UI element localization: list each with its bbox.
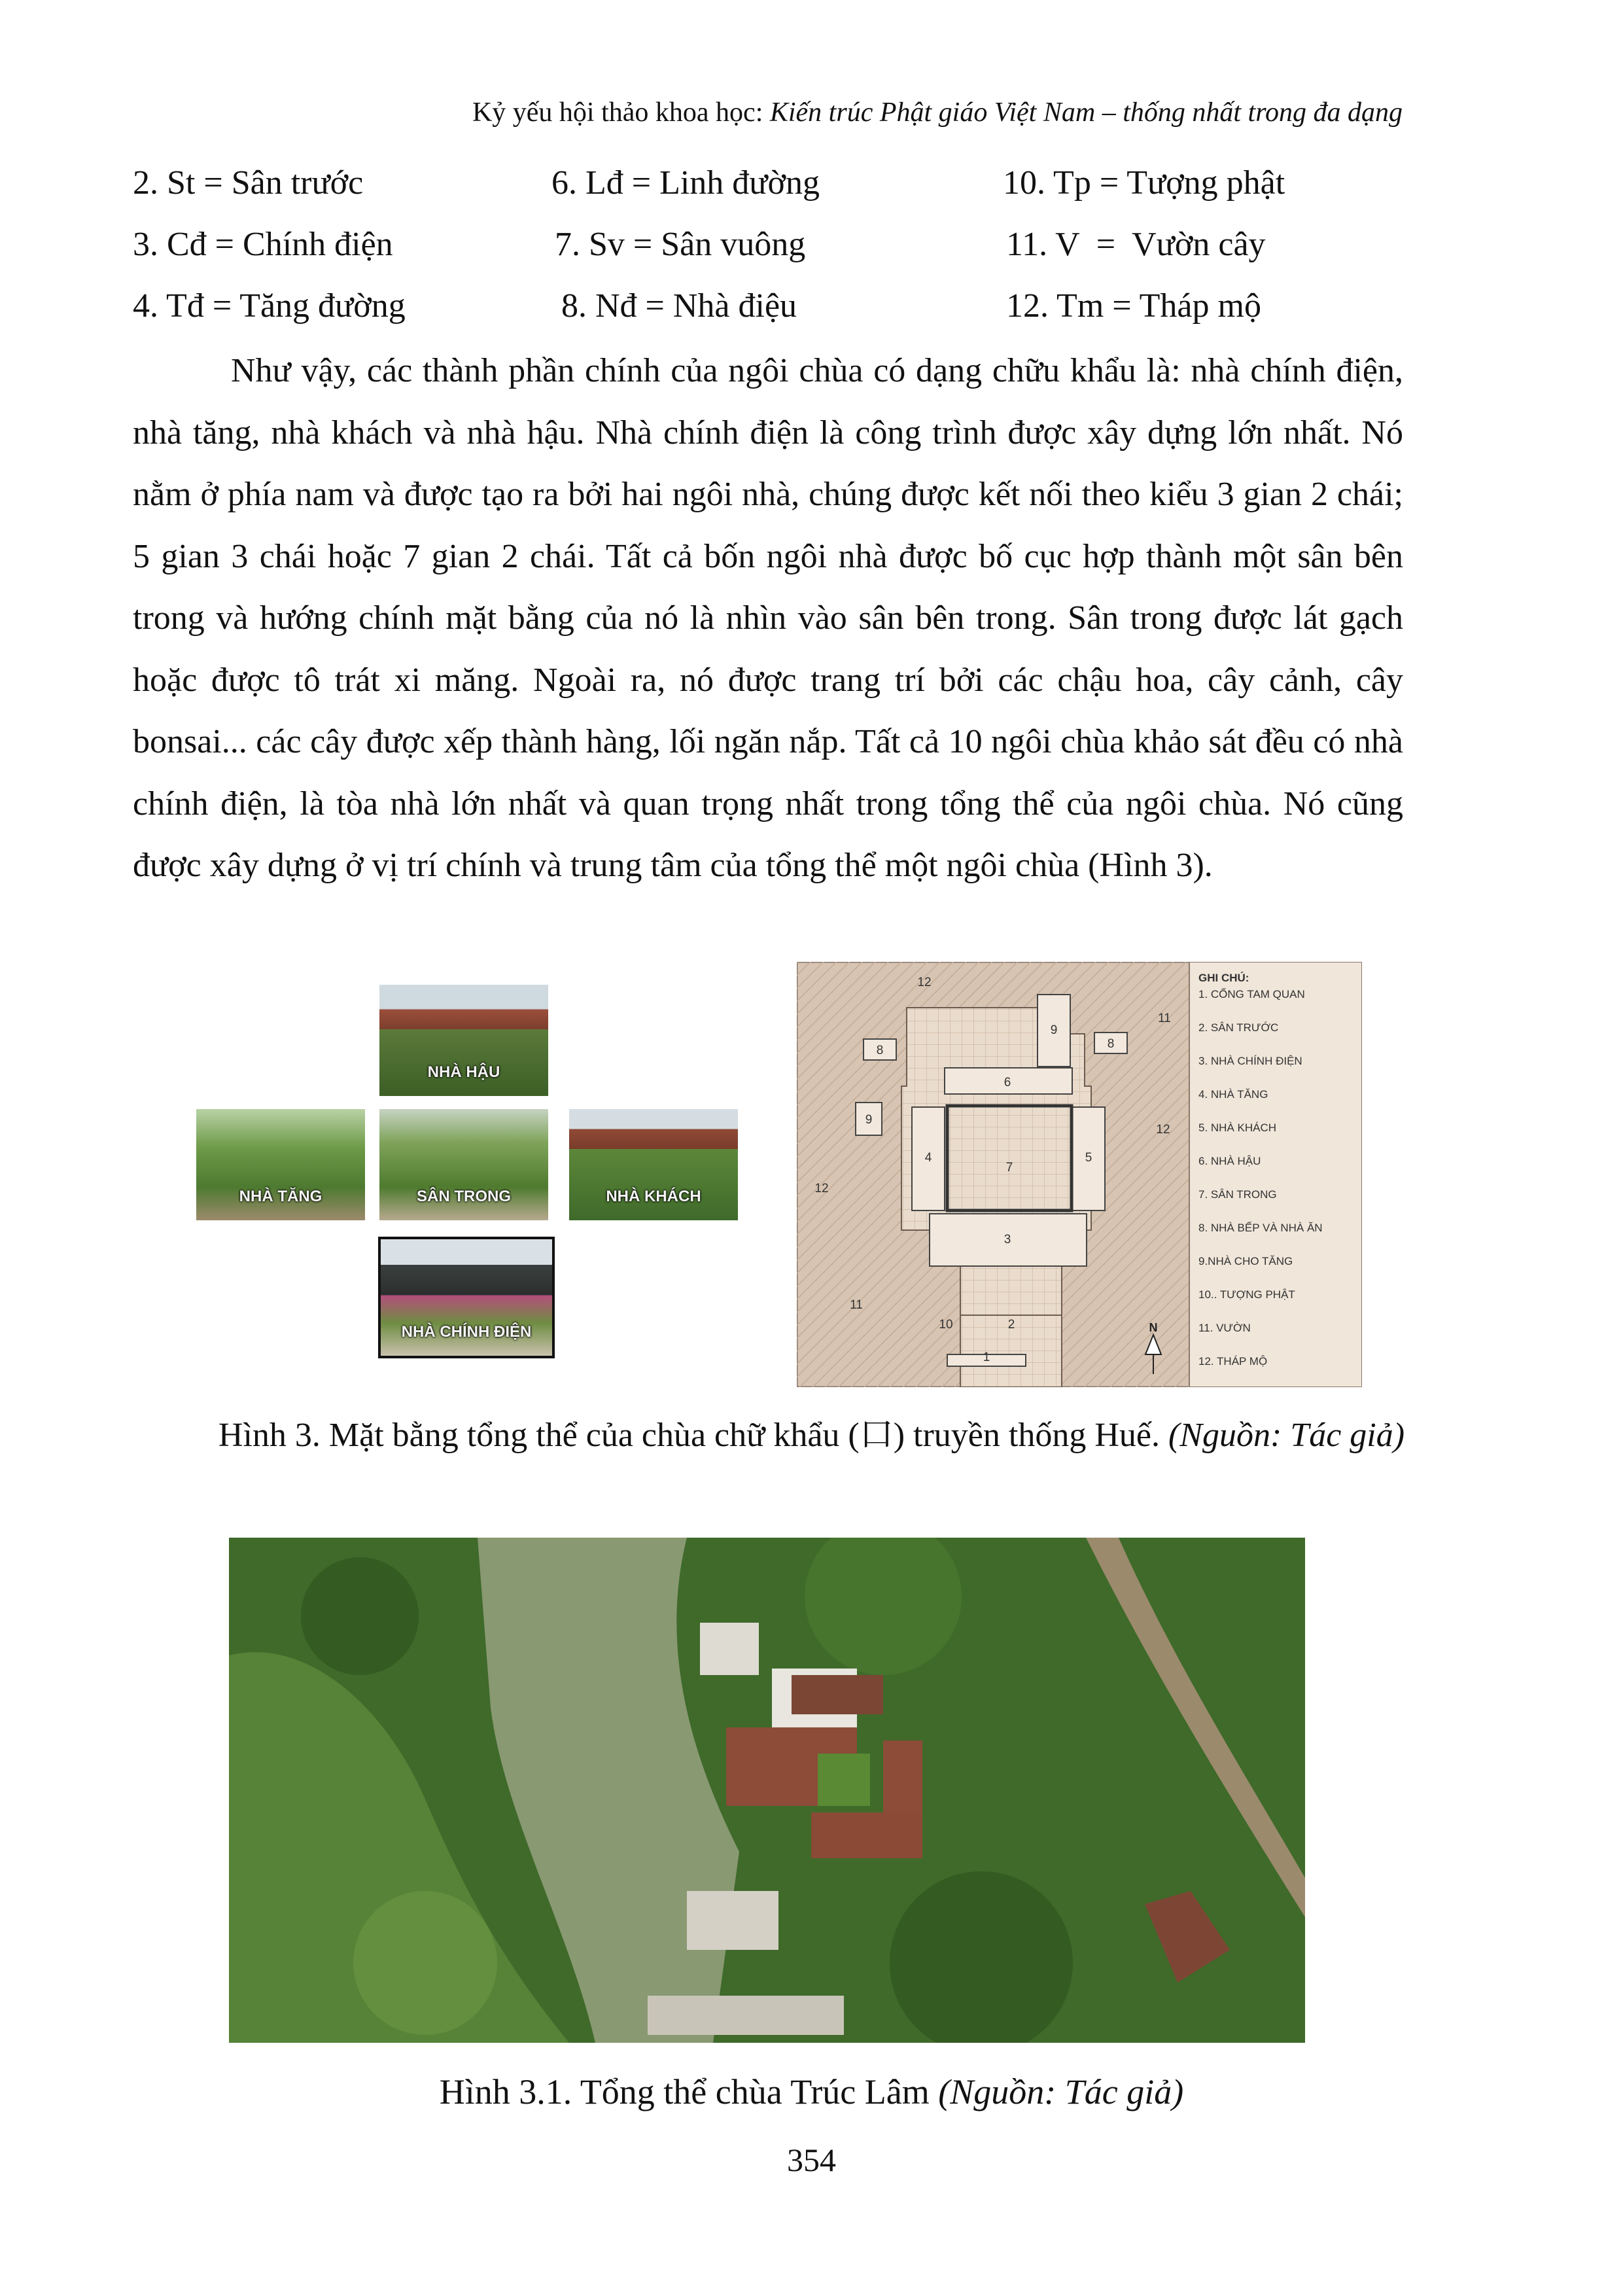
photo-label-nha-chinh-dien: NHÀ CHÍNH ĐIỆN — [401, 1323, 532, 1341]
figure3-caption-source: (Nguồn: Tác giả) — [1168, 1417, 1405, 1454]
plan-num-6: 6 — [1003, 1076, 1011, 1089]
legend-item-10: 10.. TƯỢNG PHẬT — [1198, 1288, 1295, 1301]
plan-num-12c: 12 — [1156, 1123, 1170, 1137]
figure3-1-caption-source: (Nguồn: Tác giả) — [938, 2072, 1184, 2111]
plan-num-10: 10 — [939, 1318, 953, 1332]
legend-item-6: 6. NHÀ HẬU — [1198, 1155, 1261, 1167]
running-header — [0, 97, 1403, 128]
abbr-st: 2. St = Sân trước — [133, 164, 364, 202]
legend-item-7: 7. SÂN TRONG — [1198, 1188, 1277, 1201]
abbr-ld: 6. Lđ = Linh đường — [551, 164, 820, 202]
plan-num-8b: 8 — [1107, 1037, 1115, 1051]
abbreviation-row-3 — [133, 287, 1310, 339]
figure3-1-caption — [0, 2072, 1623, 2112]
legend-item-1: 1. CỔNG TAM QUAN — [1198, 988, 1305, 1000]
abbr-nd: 8. Nđ = Nhà điệu — [561, 287, 797, 325]
north-label: N — [1149, 1321, 1158, 1334]
photo-label-nha-khach: NHÀ KHÁCH — [606, 1188, 701, 1205]
body-paragraph — [133, 340, 1403, 897]
figure3-caption-main: Hình 3. Mặt bằng tổng thể của chùa chữ khẩu (口) truyền thống Huế. — [218, 1417, 1168, 1454]
plan-num-9b: 9 — [865, 1113, 873, 1127]
abbr-cd: 3. Cđ = Chính điện — [133, 226, 393, 263]
header-title: Kiến trúc Phật giáo Việt Nam – thống nhất trong đa dạng — [769, 97, 1403, 128]
photo-nha-hau — [379, 985, 548, 1096]
photo-label-san-trong: SÂN TRONG — [417, 1188, 511, 1205]
legend-item-4: 4. NHÀ TĂNG — [1198, 1088, 1268, 1101]
legend-item-11: 11. VƯỜN — [1198, 1322, 1251, 1334]
figure3-1-aerial-photo — [229, 1538, 1305, 2043]
figure3-photo-collage — [183, 968, 752, 1387]
photo-label-nha-tang: NHÀ TĂNG — [239, 1188, 323, 1205]
plan-num-9a: 9 — [1050, 1023, 1058, 1037]
header-prefix: Kỷ yếu hội thảo khoa học: — [472, 97, 770, 128]
plan-num-11a: 11 — [850, 1298, 863, 1312]
figure3-1-caption-main: Hình 3.1. Tổng thể chùa Trúc Lâm — [439, 2072, 939, 2111]
plan-num-12b: 12 — [814, 1182, 829, 1195]
photo-nha-chinh-dien — [378, 1237, 555, 1358]
plan-num-8a: 8 — [876, 1044, 884, 1057]
legend-item-2: 2. SÂN TRƯỚC — [1198, 1021, 1279, 1034]
abbreviation-row-2 — [133, 225, 1310, 277]
legend-item-9: 9.NHÀ CHO TĂNG — [1198, 1255, 1293, 1267]
plan-num-3: 3 — [1003, 1233, 1011, 1246]
legend-item-12: 12. THÁP MỘ — [1198, 1355, 1268, 1368]
plan-num-5: 5 — [1085, 1151, 1092, 1165]
abbr-sv: 7. Sv = Sân vuông — [555, 226, 806, 263]
plan-num-2: 2 — [1007, 1318, 1015, 1332]
abbr-v: 11. V = Vườn cây — [1006, 226, 1266, 263]
plan-num-7: 7 — [1005, 1161, 1013, 1174]
paragraph-text: Như vậy, các thành phần chính của ngôi chùa có dạng chữu khẩu là: nhà chính điện, nhà tăng, nhà khách và nhà hậu. Nhà chính điện là công trình được xây dựng lớn nhất. Nó nằm ở phía nam và được tạo ra bởi hai ngôi nhà, chúng được kết nối theo kiểu 3 gian 2 chái; 5 gian 3 chái hoặc 7 gian 2 chái. Tất cả bốn ngôi nhà được bố cục hợp thành một sân bên trong và hướng chính mặt bằng của nó là nhìn vào sân bên trong. Sân trong được lát gạch hoặc được tô trát xi măng. Ngoài ra, nó được trang trí bởi các chậu hoa, cây cảnh, cây bonsai... các cây được xếp thành hàng, lối ngăn nắp. Tất cả 10 ngôi chùa khảo sát đều có nhà chính điện, là tòa nhà lớn nhất và quan trọng nhất trong tổng thể của ngôi chùa. Nó cũng được xây dựng ở vị trí chính và trung tâm của tổng thể một ngôi chùa (Hình 3). — [133, 352, 1403, 884]
abbr-td: 4. Tđ = Tăng đường — [133, 287, 406, 325]
figure3-caption — [0, 1407, 1623, 1456]
legend-item-5: 5. NHÀ KHÁCH — [1198, 1122, 1277, 1134]
page-number: 354 — [787, 2142, 836, 2178]
photo-label-nha-hau: NHÀ HẬU — [427, 1063, 500, 1081]
plan-num-1: 1 — [983, 1351, 990, 1364]
plan-num-12a: 12 — [917, 976, 932, 989]
plan-num-11b: 11 — [1158, 1012, 1171, 1025]
photo-nha-khach — [569, 1109, 738, 1220]
abbreviation-row-1 — [133, 164, 1310, 216]
legend-item-3: 3. NHÀ CHÍNH ĐIỆN — [1198, 1055, 1302, 1067]
photo-nha-tang — [196, 1109, 365, 1220]
abbr-tp: 10. Tp = Tượng phật — [1003, 164, 1285, 202]
plan-num-4: 4 — [924, 1151, 932, 1165]
legend-item-8: 8. NHÀ BẾP VÀ NHÀ ĂN — [1198, 1222, 1323, 1234]
legend-title: GHI CHÚ: — [1198, 972, 1249, 984]
figure3-site-plan — [797, 962, 1362, 1387]
photo-san-trong — [379, 1109, 548, 1220]
abbr-tm: 12. Tm = Tháp mộ — [1006, 287, 1261, 325]
